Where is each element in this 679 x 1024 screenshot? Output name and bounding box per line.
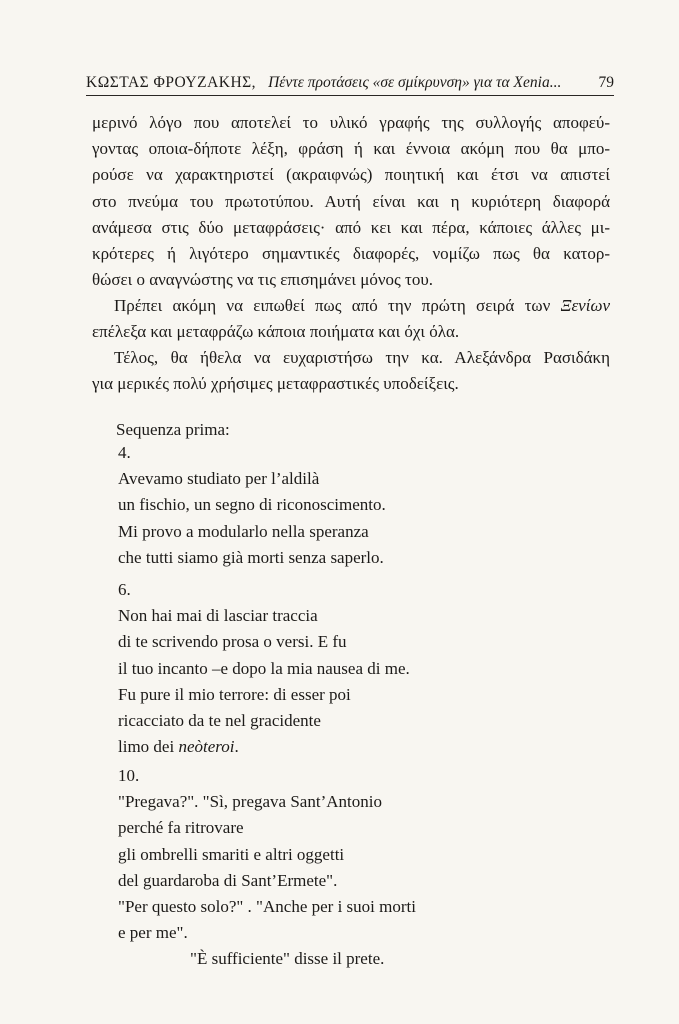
poem-line: di te scrivendo prosa o versi. E fu [118, 632, 347, 652]
poem-line: gli ombrelli smariti e altri oggetti [118, 844, 345, 864]
text-line: γοντας οποια-δήποτε λέξη, φράση ή και έννοια ακόμη που θα μπο- [92, 139, 610, 159]
poem-number: 4. [118, 443, 131, 462]
italic-word: Ξενίων [560, 296, 610, 315]
poem-line: ricacciato da te nel gracidente [118, 710, 321, 730]
poem-6 [118, 577, 538, 760]
poem-line: Mi provo a modularlo nella speranza [118, 521, 369, 541]
poem-number: 10. [118, 766, 140, 785]
text-line: για μερικές πολύ χρήσιμες μεταφραστικές υποδείξεις. [92, 374, 459, 394]
poem-line: e per me". [118, 923, 188, 943]
section-heading: Sequenza prima: [116, 420, 230, 439]
poem-line: Non hai mai di lasciar traccia [118, 606, 318, 626]
text-line: Πρέπει ακόμη να ειπωθεί πως από την πρώτη σειρά των Ξενίων [114, 296, 610, 315]
poem-line: Avevamo studiato per l’aldilà [118, 469, 320, 489]
header-rule [86, 95, 614, 96]
text-line: ρούσε να χαρακτηριστεί (ακραιφνώς) ποιητική και έτσι να απιστεί [92, 165, 610, 185]
header-author: ΚΩΣΤΑΣ ΦΡΟΥΖΑΚΗΣ, [86, 74, 257, 91]
poem-line: il tuo incanto –e dopo la mia nausea di me. [118, 658, 410, 678]
italic-word: neòteroi [178, 737, 235, 757]
poem-line: "È sufficiente" disse il prete. [190, 949, 385, 969]
poem-4 [118, 440, 538, 571]
poem-line: Fu pure il mio terrore: di esser poi [118, 684, 351, 704]
poem-line: del guardaroba di Sant’Ermete". [118, 870, 338, 890]
text-line: θώσει ο αναγνώστης να τις επισημάνει μόνος του. [92, 270, 433, 290]
poem-line: limo dei neòteroi. [118, 737, 239, 757]
text-line: Τέλος, θα ήθελα να ευχαριστήσω την κα. Αλεξάνδρα Ρασιδάκη [114, 348, 610, 367]
text-line: επέλεξα και μεταφράζω κάποια ποιήματα και όχι όλα. [92, 322, 460, 342]
text-line: κρότερες ή λιγότερο σημαντικές διαφορές, νομίζω πως θα κατορ- [92, 243, 610, 263]
poem-line: un fischio, un segno di riconoscimento. [118, 495, 386, 515]
poem-10 [118, 763, 538, 973]
poem-number: 6. [118, 580, 131, 599]
greek-paragraph-1 [92, 110, 610, 293]
poem-line: "Pregava?". "Sì, pregava Sant’Antonio [118, 792, 382, 812]
header-title: Πέντε προτάσεις «σε σμίκρυνση» για τα Xenia... [268, 74, 562, 91]
poem-line: perché fa ritrovare [118, 818, 244, 838]
poem-line: che tutti siamo già morti senza saperlo. [118, 547, 384, 567]
text-line: στο πνεύμα του πρωτοτύπου. Αυτή είναι και η κυριότερη διαφορά [92, 191, 610, 211]
page-number: 79 [598, 74, 614, 91]
greek-paragraph-3 [92, 345, 610, 397]
running-header [86, 74, 614, 92]
text-line: μερινό λόγο που αποτελεί το υλικό γραφής της συλλογής αποφεύ- [92, 113, 610, 132]
poem-line: "Per questo solo?" . "Anche per i suoi morti [118, 896, 416, 916]
greek-paragraph-2 [92, 293, 610, 345]
text-line: ανάμεσα στις δύο μεταφράσεις· από κει και πέρα, κάποιες άλλες μι- [92, 217, 610, 237]
